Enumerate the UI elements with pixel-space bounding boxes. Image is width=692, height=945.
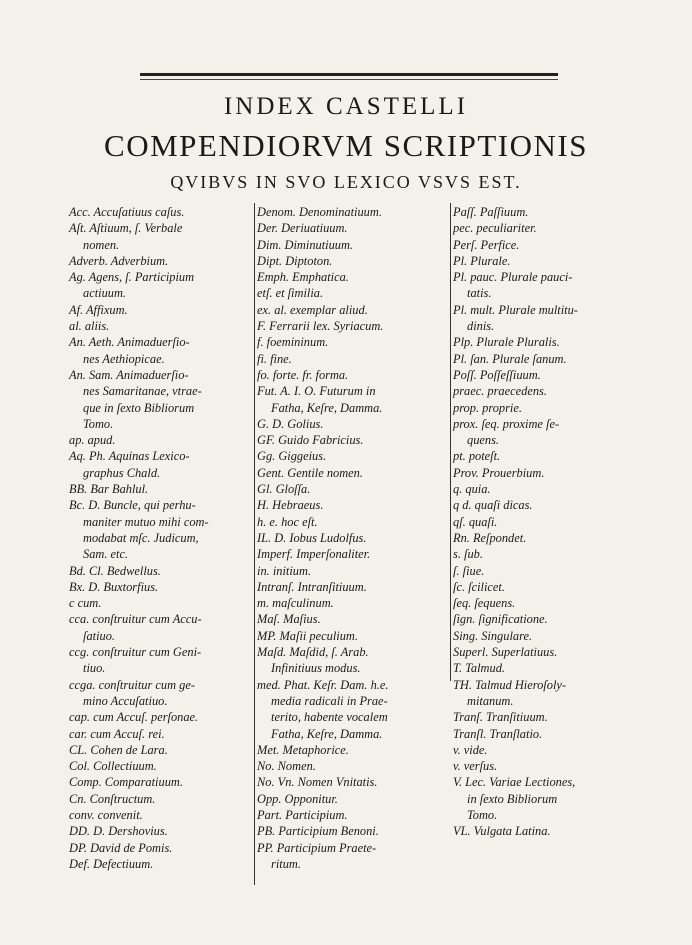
abbreviation-entry <box>69 269 254 302</box>
abbreviation-entry <box>453 367 648 383</box>
abbreviation-entry-text: prop. proprie. <box>453 400 522 415</box>
abbreviation-entry-text: f. foemininum. <box>257 335 329 350</box>
abbreviation-entry <box>257 383 450 416</box>
abbreviation-entry-text: Met. Metaphorice. <box>257 742 349 757</box>
abbreviation-entry <box>69 726 254 742</box>
abbreviation-entry <box>257 840 450 873</box>
abbreviation-entry <box>69 595 254 611</box>
abbreviation-entry <box>69 709 254 725</box>
abbreviation-entry-text: Acc. Accuſatiuus caſus. <box>69 205 185 219</box>
abbreviation-entry-text: ſc. ſcilicet. <box>453 579 505 594</box>
abbreviation-entry <box>69 677 254 710</box>
abbreviation-entry-text: TH. Talmud Hieroſoly- <box>453 677 567 692</box>
abbreviation-entry-text: Denom. Denominatiuum. <box>257 205 382 219</box>
abbreviation-entry-text: v. verſus. <box>453 759 498 774</box>
abbreviation-entry-text: An. Sam. Animaduerſio- <box>69 367 189 382</box>
abbreviation-entry-text: Opp. Opponitur. <box>257 791 338 806</box>
abbreviation-entry <box>257 432 450 448</box>
abbreviation-entry-continuation: terito, habente vocalem <box>271 710 388 725</box>
abbreviation-entry-text: Col. Collectiuum. <box>69 759 157 774</box>
abbreviation-entry-continuation: in ſexto Bibliorum <box>467 791 558 806</box>
abbreviation-entry-text: Af. Affixum. <box>69 302 128 317</box>
abbreviation-entry-text: Paſſ. Paſſiuum. <box>453 205 529 219</box>
abbreviation-entry <box>69 448 254 481</box>
abbreviation-entry-continuation: actiuum. <box>83 286 127 301</box>
abbreviation-entry-text: Rn. Reſpondet. <box>453 530 527 545</box>
abbreviation-entry-text: Tranſl. Tranſlatio. <box>453 726 543 741</box>
abbreviation-entry-text: Bd. Cl. Bedwellus. <box>69 563 161 578</box>
abbreviation-entry-text: Imperf. Imperſonaliter. <box>257 547 371 562</box>
abbreviation-entry <box>257 530 450 546</box>
abbreviation-entry <box>257 253 450 269</box>
abbreviation-entry <box>69 758 254 774</box>
abbreviation-entry-text: DP. David de Pomis. <box>69 840 173 855</box>
abbreviation-entry-text: BB. Bar Bahlul. <box>69 482 149 497</box>
abbreviation-entry <box>453 220 648 236</box>
abbreviation-entry <box>453 677 648 710</box>
abbreviation-entry-text: Prov. Prouerbium. <box>453 465 545 480</box>
abbreviation-entry-continuation: mino Accuſatiuo. <box>83 693 168 708</box>
abbreviation-entry-text: Poſſ. Poſſeſſiuum. <box>453 367 541 382</box>
abbreviation-entry <box>257 677 450 742</box>
abbreviation-entry <box>257 367 450 383</box>
abbreviation-entry-text: Pl. Plurale. <box>453 253 511 268</box>
abbreviation-entry-text: Pl. ſan. Plurale ſanum. <box>453 351 567 366</box>
abbreviation-entry <box>453 644 648 660</box>
abbreviation-entry <box>453 758 648 774</box>
abbreviation-entry-text: MP. Maſii peculium. <box>257 628 358 643</box>
abbreviation-entry <box>453 546 648 562</box>
abbreviation-entry-text: T. Talmud. <box>453 661 505 676</box>
abbreviation-entry <box>453 823 648 839</box>
abbreviation-entry <box>453 497 648 513</box>
abbreviation-entry-text: m. maſculinum. <box>257 596 334 611</box>
index-subtitle: COMPENDIORVM SCRIPTIONIS <box>104 128 588 163</box>
abbreviation-entry-continuation: Infinitiuus modus. <box>271 661 361 676</box>
abbreviation-entry <box>69 774 254 790</box>
abbreviation-entry-continuation: Sam. etc. <box>83 547 129 562</box>
abbreviation-entry-text: ccg. conſtruitur cum Geni- <box>69 645 202 660</box>
abbreviation-entry-text: prox. ſeq. proxime ſe- <box>453 416 560 431</box>
abbreviation-entry-text: Fut. A. I. O. Futurum in <box>257 384 376 399</box>
abbreviation-entry-text: Superl. Superlatiuus. <box>453 645 558 660</box>
abbreviation-entry-text: IL. D. Iobus Ludolfus. <box>257 530 367 545</box>
abbreviation-entry-text: Emph. Emphatica. <box>257 270 349 285</box>
abbreviation-entry <box>453 383 648 399</box>
abbreviation-entry-text: PB. Participium Benoni. <box>257 824 379 839</box>
abbreviation-entry-continuation: nes Aethiopicae. <box>83 351 165 366</box>
abbreviation-entry <box>257 448 450 464</box>
abbreviation-entry <box>69 367 254 432</box>
abbreviation-entry-text: Der. Deriuatiuum. <box>257 221 348 236</box>
abbreviation-entry <box>257 807 450 823</box>
abbreviation-entry-continuation: Tomo. <box>83 416 114 431</box>
abbreviation-entry <box>453 774 648 823</box>
abbreviation-entry-text: Dipt. Diptoton. <box>257 253 333 268</box>
abbreviation-entry-text: Maſ. Maſius. <box>257 612 321 627</box>
abbreviation-entry <box>257 579 450 595</box>
abbreviation-entry-text: Bc. D. Buncle, qui perhu- <box>69 498 196 513</box>
abbreviation-entry <box>257 758 450 774</box>
abbreviation-entry <box>69 253 254 269</box>
abbreviation-entry <box>69 481 254 497</box>
abbreviation-entry <box>257 334 450 350</box>
abbreviation-entry-text: F. Ferrarii lex. Syriacum. <box>257 319 384 334</box>
abbreviation-entry-text: H. Hebraeus. <box>257 498 324 513</box>
abbreviation-entry-text: Comp. Comparatiuum. <box>69 775 183 790</box>
abbreviation-entry <box>69 220 254 253</box>
abbreviation-entry-text: DD. D. Dershovius. <box>69 824 168 839</box>
abbreviation-entry <box>453 709 648 725</box>
abbreviation-entry <box>453 465 648 481</box>
abbreviation-entry <box>257 774 450 790</box>
abbreviation-entry-text: med. Phat. Keſr. Dam. h.e. <box>257 677 389 692</box>
abbreviation-entry-text: qſ. quaſi. <box>453 514 498 529</box>
abbreviation-entry-text: v. vide. <box>453 742 488 757</box>
abbreviation-entry-text: Part. Participium. <box>257 807 348 822</box>
abbreviation-entry <box>453 579 648 595</box>
abbreviation-entry-text: conv. convenit. <box>69 807 143 822</box>
abbreviation-entry-continuation: tiuo. <box>83 661 106 676</box>
abbreviation-entry <box>257 791 450 807</box>
abbreviation-entry-text: Adverb. Adverbium. <box>69 253 169 268</box>
abbreviation-entry-text: praec. praecedens. <box>453 384 547 399</box>
abbreviation-entry-text: An. Aeth. Animaduerſio- <box>69 335 190 350</box>
abbreviation-entry-text: VL. Vulgata Latina. <box>453 824 551 839</box>
abbreviation-entry-text: Pl. pauc. Plurale pauci- <box>453 270 573 285</box>
abbreviation-entry-text: al. aliis. <box>69 319 110 334</box>
abbreviation-entry-text: V. Lec. Variae Lectiones, <box>453 775 576 790</box>
abbreviation-entry <box>257 644 450 677</box>
abbreviation-entry-text: pt. poteſt. <box>453 449 501 464</box>
abbreviation-entry-text: Aſt. Aſtiuum, ſ. Verbale <box>69 221 183 236</box>
abbreviation-entry <box>257 285 450 301</box>
abbreviation-column-2 <box>257 204 450 872</box>
abbreviation-entry-text: CL. Cohen de Lara. <box>69 742 168 757</box>
abbreviation-entry <box>453 204 648 220</box>
abbreviation-entry-text: ſign. ſignificatione. <box>453 612 548 627</box>
abbreviation-entry <box>69 611 254 644</box>
abbreviation-entry <box>257 563 450 579</box>
abbreviation-entry <box>257 514 450 530</box>
abbreviation-entry <box>453 416 648 449</box>
abbreviation-entry <box>453 302 648 335</box>
abbreviation-entry-continuation: mitanum. <box>467 693 514 708</box>
column-divider-1 <box>254 203 255 885</box>
abbreviation-entry-text: ap. apud. <box>69 433 116 448</box>
abbreviation-entry <box>453 611 648 627</box>
abbreviation-entry <box>453 660 648 676</box>
abbreviation-entry <box>69 579 254 595</box>
abbreviation-entry <box>453 237 648 253</box>
abbreviation-entry-text: etſ. et ſimilia. <box>257 286 324 301</box>
top-rule-thick <box>140 73 558 76</box>
abbreviation-entry <box>69 334 254 367</box>
abbreviation-entry-continuation: modabat mſc. Judicum, <box>83 530 199 545</box>
abbreviation-entry <box>69 318 254 334</box>
abbreviation-entry <box>257 204 450 220</box>
top-rule-thin <box>140 79 558 80</box>
abbreviation-entry-continuation: maniter mutuo mihi com- <box>83 514 209 529</box>
abbreviation-entry <box>69 807 254 823</box>
abbreviation-entry-text: G. D. Golius. <box>257 416 324 431</box>
abbreviation-entry-continuation: que in ſexto Bibliorum <box>83 400 195 415</box>
abbreviation-entry-text: h. e. hoc eſt. <box>257 514 318 529</box>
abbreviation-entry <box>257 823 450 839</box>
abbreviation-entry <box>257 546 450 562</box>
abbreviation-entry <box>257 497 450 513</box>
abbreviation-entry <box>69 432 254 448</box>
abbreviation-entry <box>453 448 648 464</box>
abbreviation-entry-text: c cum. <box>69 596 102 611</box>
abbreviation-entry-continuation: nomen. <box>83 237 120 252</box>
column-divider-2 <box>450 203 451 681</box>
abbreviation-entry-text: q d. quaſi dicas. <box>453 498 533 513</box>
abbreviation-entry <box>453 269 648 302</box>
abbreviation-entry <box>453 563 648 579</box>
abbreviation-entry <box>257 481 450 497</box>
abbreviation-entry-continuation: tatis. <box>467 286 492 301</box>
abbreviation-entry-continuation: media radicali in Prae- <box>271 693 388 708</box>
abbreviation-entry-text: Perſ. Perfice. <box>453 237 520 252</box>
abbreviation-entry <box>453 351 648 367</box>
abbreviation-entry-text: Ag. Agens, ſ. Participium <box>69 270 195 285</box>
abbreviation-entry <box>69 840 254 856</box>
abbreviation-entry <box>69 644 254 677</box>
abbreviation-entry <box>69 497 254 562</box>
abbreviation-entry-text: Maſd. Maſdid, ſ. Arab. <box>257 645 369 660</box>
abbreviation-entry-continuation: quens. <box>467 433 500 448</box>
abbreviation-entry <box>453 514 648 530</box>
abbreviation-entry <box>257 220 450 236</box>
abbreviation-entry-text: in. initium. <box>257 563 312 578</box>
abbreviation-entry <box>257 269 450 285</box>
abbreviation-entry <box>257 302 450 318</box>
abbreviation-entry-text: Aq. Ph. Aquinas Lexico- <box>69 449 190 464</box>
abbreviation-entry <box>69 302 254 318</box>
abbreviation-entry-text: Cn. Conſtructum. <box>69 791 156 806</box>
abbreviation-entry <box>69 823 254 839</box>
abbreviation-entry-text: No. Vn. Nomen Vnitatis. <box>257 775 378 790</box>
abbreviation-entry-text: ex. al. exemplar aliud. <box>257 302 368 317</box>
abbreviation-entry-text: ſeq. ſequens. <box>453 596 516 611</box>
abbreviation-entry-text: cap. cum Accuſ. perſonae. <box>69 710 199 725</box>
abbreviation-entry-text: pec. peculiariter. <box>453 221 537 236</box>
abbreviation-entry-continuation: dinis. <box>467 319 495 334</box>
abbreviation-entry <box>257 465 450 481</box>
abbreviation-column-1 <box>69 204 254 872</box>
abbreviation-entry <box>257 416 450 432</box>
abbreviation-entry <box>453 595 648 611</box>
abbreviation-entry-text: q. quia. <box>453 482 491 497</box>
abbreviation-entry <box>257 351 450 367</box>
abbreviation-entry-text: PP. Participium Praete- <box>257 840 377 855</box>
abbreviation-entry-text: GF. Guido Fabricius. <box>257 433 364 448</box>
abbreviation-entry <box>453 400 648 416</box>
abbreviation-entry-text: Tranſ. Tranſitiuum. <box>453 710 548 725</box>
abbreviation-entry <box>257 237 450 253</box>
abbreviation-entry-text: Dim. Diminutiuum. <box>257 237 354 252</box>
abbreviation-entry <box>69 856 254 872</box>
abbreviation-entry-continuation: ſatiuo. <box>83 628 116 643</box>
abbreviation-entry-continuation: Fatha, Keſre, Damma. <box>271 726 383 741</box>
abbreviation-entry-text: Gg. Giggeius. <box>257 449 327 464</box>
abbreviation-entry <box>257 318 450 334</box>
abbreviation-entry-text: Gent. Gentile nomen. <box>257 465 363 480</box>
abbreviation-entry-continuation: Fatha, Keſre, Damma. <box>271 400 383 415</box>
abbreviation-entry <box>453 628 648 644</box>
abbreviation-entry-text: car. cum Accuſ. rei. <box>69 726 165 741</box>
abbreviation-entry-text: Bx. D. Buxtorfius. <box>69 579 159 594</box>
abbreviation-entry-continuation: graphus Chald. <box>83 465 161 480</box>
abbreviation-entry-text: Gl. Gloſſa. <box>257 482 311 497</box>
abbreviation-entry-text: fi. fine. <box>257 351 292 366</box>
abbreviation-entry-text: Plp. Plurale Pluralis. <box>453 335 560 350</box>
abbreviation-entry-text: No. Nomen. <box>257 759 316 774</box>
abbreviation-entry-text: fo. forte. fr. forma. <box>257 367 349 382</box>
abbreviation-entry-text: cca. conſtruitur cum Accu- <box>69 612 202 627</box>
abbreviation-entry <box>257 628 450 644</box>
index-title: INDEX CASTELLI <box>223 93 469 120</box>
abbreviation-column-3 <box>453 204 648 840</box>
abbreviation-entry-text: Sing. Singulare. <box>453 628 533 643</box>
abbreviation-entry <box>257 742 450 758</box>
abbreviation-entry <box>453 481 648 497</box>
index-caption: QVIBVS IN SVO LEXICO VSVS EST. <box>170 172 522 192</box>
abbreviation-entry <box>69 204 254 220</box>
abbreviation-entry-text: Intranſ. Intranſitiuum. <box>257 579 367 594</box>
abbreviation-entry-text: Def. Defectiuum. <box>69 856 154 871</box>
abbreviation-entry <box>453 742 648 758</box>
abbreviation-entry-continuation: nes Samaritanae, vtrae- <box>83 384 202 399</box>
abbreviation-entry-text: Pl. mult. Plurale multitu- <box>453 302 578 317</box>
abbreviation-entry <box>69 791 254 807</box>
abbreviation-entry-text: ccga. conſtruitur cum ge- <box>69 677 195 692</box>
abbreviation-entry-text: ſ. ſiue. <box>453 563 485 578</box>
abbreviation-entry <box>453 726 648 742</box>
abbreviation-entry <box>69 563 254 579</box>
abbreviation-entry-continuation: Tomo. <box>467 807 498 822</box>
abbreviation-entry <box>257 595 450 611</box>
abbreviation-entry <box>453 253 648 269</box>
abbreviation-entry <box>453 530 648 546</box>
abbreviation-entry-text: s. ſub. <box>453 547 483 562</box>
abbreviation-entry-continuation: ritum. <box>271 856 301 871</box>
abbreviation-entry <box>69 742 254 758</box>
abbreviation-entry <box>453 334 648 350</box>
abbreviation-entry <box>257 611 450 627</box>
